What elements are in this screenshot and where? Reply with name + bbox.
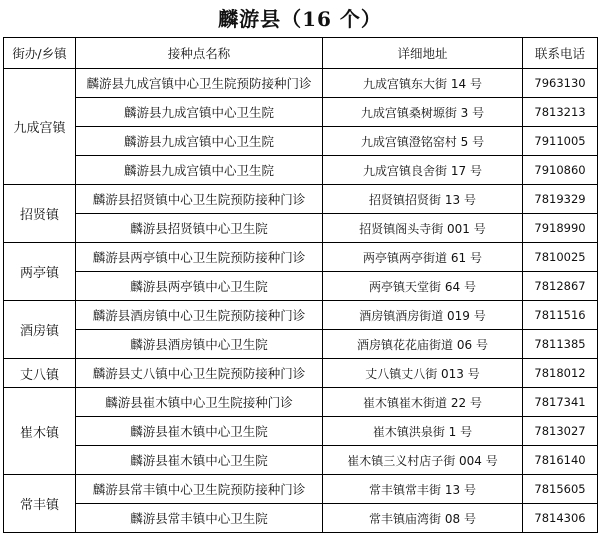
table-row [4,243,598,272]
phone-cell: 7811385 [523,330,598,359]
town-cell: 酒房镇 [4,301,76,359]
site-name-cell: 麟游县常丰镇中心卫生院 [76,504,323,533]
table-row [4,504,598,533]
town-cell: 崔木镇 [4,388,76,475]
header-town: 街办/乡镇 [4,38,76,69]
table-row [4,156,598,185]
table-body [4,69,598,533]
phone-cell: 7810025 [523,243,598,272]
site-name-cell: 麟游县招贤镇中心卫生院预防接种门诊 [76,185,323,214]
phone-cell: 7816140 [523,446,598,475]
town-cell: 常丰镇 [4,475,76,533]
site-name-cell: 麟游县丈八镇中心卫生院预防接种门诊 [76,359,323,388]
phone-cell: 7911005 [523,127,598,156]
table-row [4,98,598,127]
phone-cell: 7813027 [523,417,598,446]
site-name-cell: 麟游县九成宫镇中心卫生院 [76,156,323,185]
header-address: 详细地址 [323,38,523,69]
address-cell: 两亭镇两亭街道 61 号 [323,243,523,272]
town-cell: 九成宫镇 [4,69,76,185]
site-name-cell: 麟游县两亭镇中心卫生院预防接种门诊 [76,243,323,272]
site-name-cell: 麟游县招贤镇中心卫生院 [76,214,323,243]
address-cell: 九成宫镇良舍街 17 号 [323,156,523,185]
phone-cell: 7817341 [523,388,598,417]
address-cell: 两亭镇天堂街 64 号 [323,272,523,301]
address-cell: 丈八镇丈八街 013 号 [323,359,523,388]
site-name-cell: 麟游县常丰镇中心卫生院预防接种门诊 [76,475,323,504]
address-cell: 酒房镇花花庙街道 06 号 [323,330,523,359]
site-name-cell: 麟游县九成宫镇中心卫生院 [76,127,323,156]
phone-cell: 7910860 [523,156,598,185]
phone-cell: 7813213 [523,98,598,127]
address-cell: 招贤镇阁头寺街 001 号 [323,214,523,243]
phone-cell: 7818012 [523,359,598,388]
town-cell: 两亭镇 [4,243,76,301]
address-cell: 崔木镇洪泉街 1 号 [323,417,523,446]
address-cell: 九成宫镇东大街 14 号 [323,69,523,98]
table-row [4,127,598,156]
table-row [4,359,598,388]
header-site-name: 接种点名称 [76,38,323,69]
phone-cell: 7815605 [523,475,598,504]
site-name-cell: 麟游县九成宫镇中心卫生院预防接种门诊 [76,69,323,98]
table-row [4,446,598,475]
address-cell: 招贤镇招贤街 13 号 [323,185,523,214]
header-row [4,38,598,69]
town-cell: 招贤镇 [4,185,76,243]
phone-cell: 7812867 [523,272,598,301]
table-row [4,388,598,417]
address-cell: 九成宫镇桑树塬街 3 号 [323,98,523,127]
site-name-cell: 麟游县两亭镇中心卫生院 [76,272,323,301]
header-phone: 联系电话 [523,38,598,69]
table-row [4,330,598,359]
address-cell: 常丰镇庙湾街 08 号 [323,504,523,533]
table-row [4,214,598,243]
table-row [4,185,598,214]
table-row [4,69,598,98]
address-cell: 九成宫镇澄铭窑村 5 号 [323,127,523,156]
phone-cell: 7814306 [523,504,598,533]
site-name-cell: 麟游县崔木镇中心卫生院 [76,417,323,446]
address-cell: 常丰镇常丰街 13 号 [323,475,523,504]
table-row [4,301,598,330]
table-row [4,475,598,504]
town-cell: 丈八镇 [4,359,76,388]
address-cell: 崔木镇三义村店子街 004 号 [323,446,523,475]
table-row [4,417,598,446]
phone-cell: 7811516 [523,301,598,330]
table-row [4,272,598,301]
vaccination-sites-table [3,37,598,533]
site-name-cell: 麟游县酒房镇中心卫生院预防接种门诊 [76,301,323,330]
site-name-cell: 麟游县崔木镇中心卫生院 [76,446,323,475]
site-name-cell: 麟游县九成宫镇中心卫生院 [76,98,323,127]
page-title: 麟游县（16 个） [218,7,382,31]
phone-cell: 7963130 [523,69,598,98]
phone-cell: 7819329 [523,185,598,214]
address-cell: 酒房镇酒房街道 019 号 [323,301,523,330]
address-cell: 崔木镇崔木街道 22 号 [323,388,523,417]
site-name-cell: 麟游县崔木镇中心卫生院接种门诊 [76,388,323,417]
site-name-cell: 麟游县酒房镇中心卫生院 [76,330,323,359]
phone-cell: 7918990 [523,214,598,243]
